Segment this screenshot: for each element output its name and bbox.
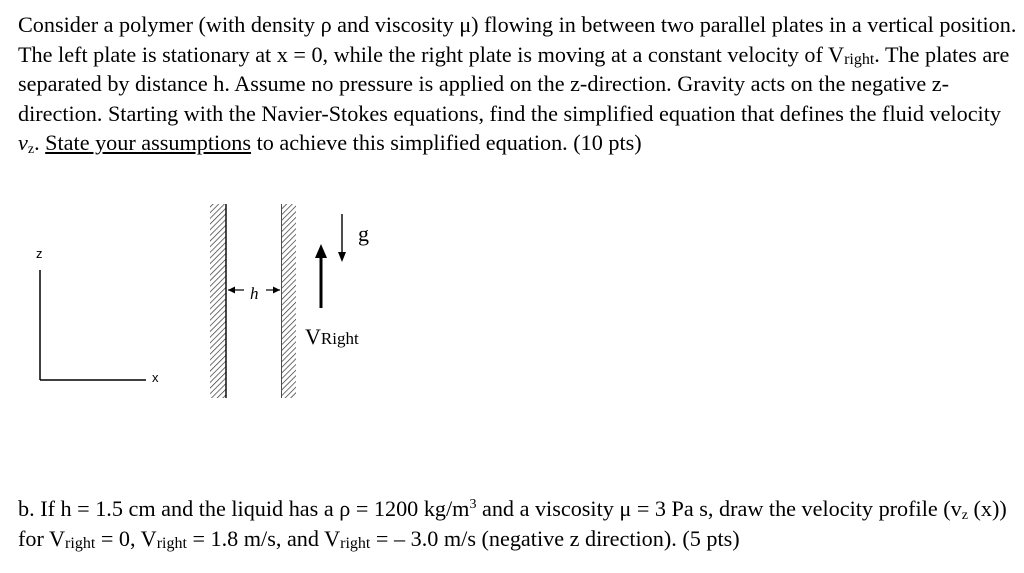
right-plate <box>282 204 296 398</box>
problem-text: . <box>34 130 46 156</box>
left-plate <box>210 204 226 398</box>
subscript-right: right <box>156 534 187 552</box>
subscript-right: right <box>65 534 96 552</box>
velocity-symbol: v <box>18 130 28 156</box>
part-b-statement: b. If h = 1.5 cm and the liquid has a ρ = 1200 $kg/m^3$ and a viscosity μ = 3 Pa s, draw the velocity profile ($v_z$ (x)) for $V_{right} = 0$, $V_{right} = 1.8$ m/s, and $V_{right}$ = – 3.0 m/s (negative z direction). (5 pts) <box>18 496 1007 552</box>
underlined-phrase: State your assumptions <box>45 130 252 156</box>
subscript-z: z <box>961 508 968 523</box>
problem-text: . The plates are separated by distance h. Assume no pressure is applied on the z-direction. Gravity acts on the negative z-direction. Starting with the Navier-Stokes equations, find the simplified equation that defines the fluid velocity <box>18 41 1010 126</box>
velocity-label: VRight <box>305 324 359 349</box>
axis-x-label: x <box>152 370 159 385</box>
problem-text: Consider a polymer (with density ρ and viscosity μ) flowing in between two parallel plates in a vertical position. The left plate is stationary at x = 0, while the right plate is moving at a constant velocity of V <box>18 12 1017 67</box>
axis-z-label: z <box>36 246 43 261</box>
parallel-plates-diagram <box>0 196 420 406</box>
problem-text: to achieve this simplified equation. (10 pts) <box>251 130 642 156</box>
problem-statement <box>18 10 1018 158</box>
velocity-arrow <box>315 244 327 308</box>
gap-label: h <box>250 284 259 303</box>
subscript-right: right <box>340 534 371 552</box>
gap-dimension <box>228 284 280 303</box>
gravity-label: g <box>358 221 369 246</box>
coordinate-axes <box>36 246 159 385</box>
subscript-z: z <box>27 142 35 158</box>
superscript-3: 3 <box>469 497 477 512</box>
gravity-arrow <box>338 214 369 262</box>
subscript-right: right <box>844 50 875 68</box>
